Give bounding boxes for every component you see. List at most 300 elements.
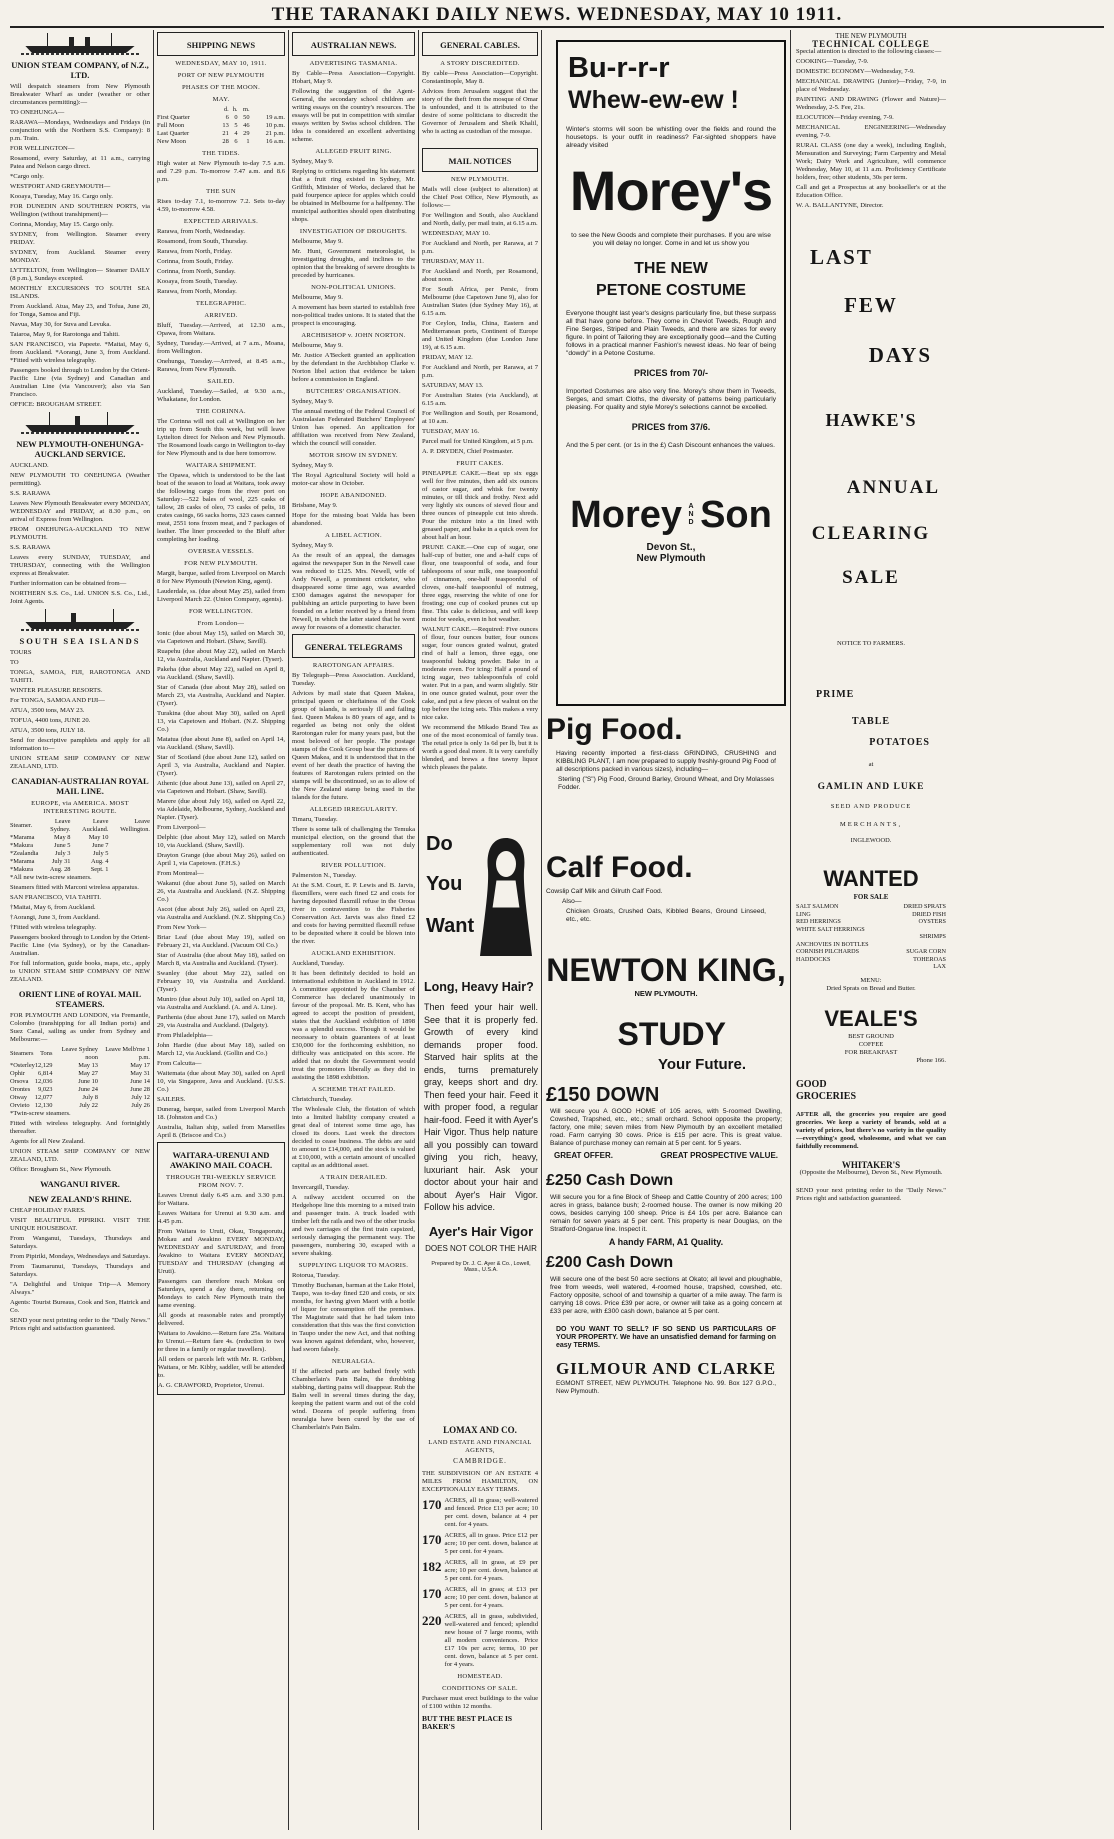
table-cell: Leave Melb'rne 1 p.m. bbox=[105, 1046, 150, 1061]
notice-line: OFFICE: BROUGHAM STREET. bbox=[10, 401, 102, 408]
lomax-conditions-text: Purchaser must erect buildings to the value of £100 within 12 months. bbox=[422, 1695, 538, 1710]
last-label: LAST bbox=[810, 245, 873, 269]
veales-heading: VEALE'S bbox=[824, 1005, 918, 1031]
table-cell: d. bbox=[223, 106, 229, 113]
mail-line: For Auckland and North, per Rosamond, about noon. bbox=[422, 268, 538, 283]
vessel-item: Swanley (due about May 22), sailed on February 10, via Australia and Auckland. (Tyser). bbox=[157, 970, 285, 993]
table-cell: h. bbox=[232, 106, 238, 113]
mail-line: Parcel mail for United Kingdom, at 5 p.m. bbox=[422, 438, 534, 445]
notice-line: SAN FRANCISCO, VIA TAHITI. bbox=[10, 894, 102, 901]
australian-news-sections bbox=[292, 60, 415, 632]
table-row bbox=[10, 1062, 150, 1070]
class-item: MECHANICAL ENGINEERING—Wednesday evening, 7-9. bbox=[796, 124, 946, 139]
table-cell: Orsova bbox=[10, 1078, 29, 1085]
table-cell: Aug. 28 bbox=[49, 866, 71, 873]
mail-line: WEDNESDAY, MAY 10. bbox=[422, 230, 491, 237]
vessel-item: Ionic (due about May 15), sailed on March 30, via Capetown and Hobart. (Shaw, Savill). bbox=[157, 630, 285, 645]
article-heading: A SCHEME THAT FAILED. bbox=[311, 1086, 396, 1093]
table-cell: June 24 bbox=[78, 1086, 98, 1093]
fish-item: WHITE SALT HERRINGS bbox=[796, 925, 865, 933]
fish-item: DRIED SPRATS bbox=[903, 903, 946, 910]
steamer-illustration bbox=[25, 412, 134, 434]
menu-label: MENU: bbox=[860, 976, 882, 984]
ayer-tagline: DOES NOT COLOR THE HAIR bbox=[425, 1243, 537, 1253]
recipe: PINEAPPLE CAKE.—Beat up six eggs well for five minutes, then add six ounces of castor sugar, and whisk for twenty minutes, or till thick and frothy. Next add very lightly six ounces of sieved flour and three ounces of pineapple cut into shreds. Pour the mixture into a tin lined with greased paper, and bake in a quick oven for about half an hour. bbox=[422, 470, 538, 541]
notice-line: UNION STEAM SHIP COMPANY OF NEW ZEALAND, LTD. bbox=[10, 1148, 150, 1163]
acreage-number: 170 bbox=[422, 1586, 442, 1601]
morey-costume-line1: THE NEW bbox=[634, 260, 708, 277]
notice-line: Agents: Tourist Bureaus, Cook and Son, Hatrick and Co. bbox=[10, 1299, 150, 1314]
lomax-intro: THE SUBDIVISION OF AN ESTATE 4 MILES FROM HAMILTON, ON EXCEPTIONALLY EASY TERMS. bbox=[422, 1470, 538, 1493]
article-dateline: Invercargill, Tuesday. bbox=[292, 1184, 350, 1191]
ayer-want: Want bbox=[426, 915, 475, 937]
mail-line: FRIDAY, MAY 12. bbox=[422, 354, 473, 361]
sun-heading: THE SUN bbox=[206, 188, 236, 195]
table-cell: *Zealandia bbox=[10, 850, 39, 857]
notice-line: SEND your next printing order to the "Daily News." Prices right and satisfaction guaranteed. bbox=[10, 1317, 150, 1332]
vessel-item: Marere (due about July 16), sailed on April 22, via Adelaide, Melbourne, Sydney, Auckland and Napier. (Tyser). bbox=[157, 798, 285, 821]
notice-line: Passengers booked through to London by the Orient-Pacific Line (via Sydney) and Canadian and Australian Line (via Vancouver); also via San Francisco. bbox=[10, 367, 150, 398]
sailed-heading: SAILED. bbox=[207, 378, 235, 385]
table-cell: Steamer. bbox=[10, 822, 33, 829]
listing-text: ACRES, all in grass; well-watered and fenced. Price £13 per acre; 10 per cent. down, balance at 4 per cent. for 4 years. bbox=[444, 1497, 538, 1528]
table-cell bbox=[108, 834, 150, 842]
orient-footer bbox=[10, 1110, 150, 1174]
notice-line: AUCKLAND. bbox=[10, 462, 49, 469]
notice-line: WINTER PLEASURE RESORTS. bbox=[10, 687, 103, 694]
moon-phases-table bbox=[157, 106, 285, 146]
vessel-item: John Hardie (due about May 18), sailed on March 12, via Auckland. (Gollin and Co.) bbox=[157, 1042, 285, 1057]
table-cell: Full Moon bbox=[157, 122, 185, 129]
tc-heading1: THE NEW PLYMOUTH bbox=[835, 32, 907, 40]
ayer-maker: Prepared by Dr. J. C. Ayer & Co., Lowell, Mass., U.S.A. bbox=[431, 1260, 531, 1273]
for-sale-label: FOR SALE bbox=[853, 893, 889, 901]
article-heading: ALLEGED FRUIT RING. bbox=[315, 148, 392, 155]
ayer-headline: Long, Heavy Hair? bbox=[424, 980, 534, 994]
corinna-heading: THE CORINNA. bbox=[196, 408, 246, 415]
class-item: ELOCUTION—Friday evening, 7-9. bbox=[796, 114, 894, 121]
fish-item: DRIED FISH bbox=[912, 910, 946, 918]
table-cell: Otway bbox=[10, 1094, 28, 1101]
mail-line: For Australian States (via Auckland), at 6.15 a.m. bbox=[422, 392, 538, 407]
pig-food-text: Having recently imported a first-class GRINDING, CRUSHING and KIBBLING PLANT, I am now prepared to supply freshly-ground Pig Food of all descriptions packed in various sizes), including— bbox=[556, 750, 776, 773]
article-heading: INVESTIGATION OF DROUGHTS. bbox=[299, 228, 408, 235]
arrivals-heading: EXPECTED ARRIVALS. bbox=[183, 218, 259, 225]
clearing-label: CLEARING bbox=[811, 523, 931, 544]
wanted-heading: WANTED bbox=[823, 866, 919, 891]
table-cell: 29 bbox=[243, 130, 250, 137]
notice-line: Agents for all New Zealand. bbox=[10, 1138, 85, 1145]
notice-line: "A Delightful and Unique Trip—A Memory Always." bbox=[10, 1281, 150, 1296]
column-shipping-ads bbox=[10, 30, 150, 1830]
article-dateline: Rotorua, Tuesday. bbox=[292, 1272, 340, 1279]
ssi-heading: SOUTH SEA ISLANDS bbox=[19, 636, 141, 646]
table-row bbox=[10, 850, 150, 858]
notice-line: NORTHERN S.S. Co., Ltd. UNION S.S. Co., Ltd., Joint Agents. bbox=[10, 590, 150, 605]
table-cell: July 5 bbox=[93, 850, 109, 857]
table-row bbox=[10, 1070, 150, 1078]
article-body: Mr. Hunt, Government meteorologist, is investigating droughts, and inclines to the opinion that the breaking of severe droughts is preceded by hurricanes. bbox=[292, 248, 415, 279]
offer2-heading: £250 Cash Down bbox=[546, 1172, 674, 1189]
table-row bbox=[10, 1078, 150, 1086]
gilmour-clarke-address: EGMONT STREET, NEW PLYMOUTH. Telephone No. 99. Box 127 G.P.O., New Plymouth. bbox=[556, 1380, 776, 1395]
mail-coach-heading: WAITARA-URENUI AND AWAKINO MAIL COACH. bbox=[169, 1150, 273, 1170]
canadian-subheading: EUROPE, via AMERICA. MOST INTERESTING ROUTE. bbox=[31, 800, 129, 815]
wellington-subheading: From London— bbox=[197, 620, 245, 627]
morey-son: Son bbox=[700, 494, 772, 536]
mail-line: For Auckland and North, per Rarawa, at 7 p.m. bbox=[422, 240, 538, 255]
future-heading: Your Future. bbox=[657, 1056, 746, 1073]
at-label: at bbox=[868, 761, 874, 768]
arrival-item: Kooaya, from South, Tuesday. bbox=[157, 278, 238, 285]
mail-notices-list bbox=[422, 186, 538, 456]
offer2-text: Will secure you for a fine Block of Sheep and Cattle Country of 200 acres; 100 acres in grass, balance bush; 2-roomed house. The owner is now milking 20 cows, besides carrying 100 sheep. Price is £4 10s per acre. Balance can remain for seven years at 5 per cent. This property is near Douglas, on the Stratford-Ongarue line. Inspect it. bbox=[550, 1194, 782, 1233]
for-sale-right-list bbox=[904, 903, 946, 971]
sailed-item: Auckland, Tuesday.—Sailed, at 9.30 a.m., Whakatane, for London. bbox=[157, 388, 285, 403]
recipe: PRUNE CAKE.—One cup of sugar, one half-cup of butter, one and a-half cups of flour, one teaspoonful of soda, and four tablespoons of sour milk, one teaspoonful of cinnamon, one-half teaspoonful of cloves, one-half teaspoonful of nutmeg, three eggs, reserving the white of one for frosting; one cup of cooked prunes cut up fine. This cake is delicious, and will keep moist for weeks, even in hot weather. bbox=[422, 544, 538, 623]
mail-line: TUESDAY, MAY 16. bbox=[422, 428, 480, 435]
morey-price2: PRICES from 37/6. bbox=[631, 422, 711, 432]
fish-item: LAX bbox=[933, 963, 946, 970]
table-cell: 6 bbox=[225, 114, 229, 121]
table-cell: May 17 bbox=[130, 1062, 150, 1069]
table-cell: Leave Wellington. bbox=[120, 818, 150, 833]
article-dateline: Christchurch, Tuesday. bbox=[292, 1096, 353, 1103]
table-cell: May 8 bbox=[53, 834, 71, 841]
morey-imported: Imported Costumes are also very fine. Morey's show them in Tweeds, Serges, and smart Cloths, the diversity of patterns being particularly pleasing. For quality and style Morey's selections cannot be excelled. bbox=[566, 388, 776, 411]
overseas-subheading: FOR NEW PLYMOUTH. bbox=[184, 560, 258, 567]
mail-line: THURSDAY, MAY 11. bbox=[422, 258, 484, 265]
morey-name: Morey's bbox=[569, 159, 773, 222]
arrived-item: Bluff, Tuesday.—Arrived, at 12.30 a.m., Opawa, from Waitara. bbox=[157, 322, 285, 337]
table-cell: Ophir bbox=[10, 1070, 25, 1077]
usco-notice bbox=[10, 83, 150, 409]
column-right-ads bbox=[796, 30, 946, 1830]
notice-line: Steamers fitted with Marconi wireless apparatus. bbox=[10, 884, 139, 891]
pig-food-list: Sterling ("S") Pig Food, Ground Barley, Ground Wheat, and Dry Molasses Fodder. bbox=[558, 776, 774, 791]
mail-line: For Wellington and South, per Rosamond, at 10 a.m. bbox=[422, 410, 538, 425]
mail-line: For Auckland and North, per Rarawa, at 7 p.m. bbox=[422, 364, 538, 379]
mail-notices-subheading: NEW PLYMOUTH. bbox=[450, 176, 510, 183]
notice-line: From Taumarunui, Tuesdays, Thursdays and Saturdays. bbox=[10, 1263, 150, 1278]
lomax-conditions: CONDITIONS OF SALE. bbox=[442, 1685, 518, 1692]
article-body: There is some talk of challenging the Temuka municipal election, on the ground that the supplementary roll was not duly authenticated. bbox=[292, 826, 415, 857]
canadian-notice bbox=[10, 874, 150, 984]
table-cell: Leave Sydney. bbox=[50, 818, 71, 833]
prime-label: PRIME bbox=[816, 689, 855, 700]
table-cell: Tons bbox=[40, 1050, 53, 1057]
arrived-heading: ARRIVED. bbox=[204, 312, 238, 319]
column-rule bbox=[153, 30, 154, 1830]
fruit-cakes-heading: FRUIT CAKES. bbox=[456, 460, 504, 467]
table-row bbox=[10, 866, 150, 874]
article-body: A movement has been started to establish free non-political trades unions. It is stated that the prospect is encouraging. bbox=[292, 304, 415, 327]
notice-line: Will despatch steamers from New Plymouth Breakwater Wharf as under (weather or other circumstances permitting):— bbox=[10, 83, 150, 106]
acreage-number: 170 bbox=[422, 1532, 442, 1547]
table-cell bbox=[108, 866, 150, 874]
article-heading: BUTCHERS' ORGANISATION. bbox=[306, 388, 401, 395]
fish-item: OYSTERS bbox=[918, 918, 946, 925]
good-label: GOOD bbox=[796, 1078, 827, 1090]
telegraphic-heading: TELEGRAPHIC. bbox=[195, 300, 247, 307]
ayer-brand: Ayer's Hair Vigor bbox=[428, 1223, 534, 1239]
article-heading: A TRAIN DERAILED. bbox=[319, 1174, 388, 1181]
table-cell: June 14 bbox=[130, 1078, 150, 1085]
sale-label: SALE bbox=[842, 567, 900, 588]
morey-and: AND bbox=[688, 503, 694, 526]
veale-phone: Phone 166. bbox=[916, 1056, 946, 1064]
table-cell: May 10 bbox=[88, 834, 109, 841]
notice-line: Taiaroa, May 9, for Rarotonga and Tahiti. bbox=[10, 331, 120, 338]
column-australian-news bbox=[292, 30, 415, 1830]
whitakers-address: (Opposite the Melbourne), Devon St., New Plymouth. bbox=[799, 1168, 943, 1176]
notice-line: Passengers booked through to London by the Orient-Pacific Line (via Sydney), or by the Canadian-Australian. bbox=[10, 934, 150, 957]
vessel-item: Athenic (due about June 13), sailed on April 27, via Capetown and Hobart. (Shaw, Savill). bbox=[157, 780, 285, 795]
notice-line: Kooaya, Tuesday, May 16. Cargo only. bbox=[10, 193, 113, 200]
article-dateline: Sydney, May 9. bbox=[292, 462, 334, 469]
article-dateline: Palmerston N., Tuesday. bbox=[292, 872, 357, 879]
wanganui-subheading: NEW ZEALAND'S RHINE. bbox=[28, 1194, 132, 1204]
vessel-item: Briar Leaf (due about May 19), sailed on February 21, via Auckland. (Vacuum Oil Co.) bbox=[157, 934, 285, 949]
masthead: THE TARANAKI DAILY NEWS. WEDNESDAY, MAY 10 1911. bbox=[10, 4, 1104, 28]
article-heading: HOPE ABANDONED. bbox=[320, 492, 387, 499]
land-listing bbox=[422, 1559, 538, 1583]
gamlin-name: GAMLIN AND LUKE bbox=[817, 782, 925, 792]
usco-heading: UNION STEAM COMPANY, of N.Z., LTD. bbox=[11, 60, 149, 80]
few-label: FEW bbox=[844, 293, 898, 317]
table-cell: *Marama bbox=[10, 858, 35, 865]
vessel-item: Turakina (due about May 30), sailed on April 13, via Capetown and Hobart. (N.Z. Shipping Co.) bbox=[157, 710, 285, 733]
table-cell: 28 bbox=[222, 138, 229, 145]
vessel-item: Ruapehu (due about May 22), sailed on March 12, via Australia, Auckland and Napier. (Tyser). bbox=[157, 648, 285, 663]
notice-line: †Fitted with wireless telegraphy. bbox=[10, 924, 97, 931]
story-text: Advices from Jerusalem suggest that the story of the theft from the mosque of Omar is unfounded, and it is attributed to the desire of some politicians to discredit the Governor of Jerusalem and Sheik Khalil, who is acting as custodian of the mosque. bbox=[422, 88, 538, 135]
morey-see: to see the New Goods and complete their purchases. If you are wise you will delay no longer. Come in and let us show you bbox=[571, 232, 771, 247]
mail-coach-line: From Waitara to Uruti, Okau, Tongaporutu, Mokau and Awakino EVERY MONDAY, WEDNESDAY and SATURDAY, and from Awakino to Waitara EVERY MONDAY, TUESDAY and THURSDAY (changing at Uruti). bbox=[158, 1228, 284, 1275]
arrivals-list bbox=[157, 228, 285, 296]
australian-news-title: AUSTRALIAN NEWS. bbox=[310, 40, 397, 50]
vessel-item: Ascot (due about July 26), sailed on April 23, via Australia and Auckland. (N.Z. Shipping Co.) bbox=[157, 906, 285, 921]
fish-item bbox=[796, 933, 869, 941]
pig-food-heading: Pig Food. bbox=[546, 713, 683, 746]
great-offer-label: GREAT OFFER. bbox=[554, 1151, 613, 1160]
mail-coach-text bbox=[158, 1192, 284, 1390]
notice-line: †Aorangi, June 3, from Auckland. bbox=[10, 914, 100, 921]
shipping-news-title: SHIPPING NEWS bbox=[186, 40, 256, 50]
ayers-hair-vigor-ad bbox=[424, 828, 538, 1410]
newton-king-name: NEWTON KING, bbox=[546, 952, 786, 988]
table-cell: May 13 bbox=[78, 1062, 98, 1069]
vessel-item: From Liverpool— bbox=[157, 824, 206, 831]
canadian-heading: CANADIAN-AUSTRALIAN ROYAL MAIL LINE. bbox=[11, 776, 149, 796]
vessel-item: Muniro (due about July 10), sailed on April 18, via Australia and Auckland. (A. and A. Line). bbox=[157, 996, 285, 1011]
moon-month: MAY. bbox=[212, 96, 230, 103]
lomax-footer: BUT THE BEST PLACE IS BAKER'S bbox=[422, 1714, 513, 1731]
overseas-heading: OVERSEA VESSELS. bbox=[188, 548, 254, 555]
vessel-item: Drayton Grange (due about May 26), sailed on April 1, via Capetown. (F.H.S.) bbox=[157, 852, 285, 867]
mail-line: Mails will close (subject to alteration) at the Chief Post Office, New Plymouth, as follows:— bbox=[422, 186, 538, 209]
notice-line: TOFUA, 4400 tons, JUNE 20. bbox=[10, 717, 91, 724]
vessel-item: From New York— bbox=[157, 924, 207, 931]
notice-line: S.S. RARAWA bbox=[10, 544, 51, 551]
table-cell: 10 p.m. bbox=[265, 122, 285, 129]
table-cell: 12,077 bbox=[34, 1094, 53, 1101]
morey-discount: And the 5 per cent. (or 1s in the £) Cash Discount enhances the values. bbox=[566, 442, 775, 449]
fish-item: HADDOCKS bbox=[796, 955, 831, 963]
general-telegrams-title: GENERAL TELEGRAMS bbox=[304, 642, 403, 652]
arrival-item: Rarawa, from North, Wednesday. bbox=[157, 228, 245, 235]
table-cell: 19 a.m. bbox=[266, 114, 285, 121]
lomax-heading: LOMAX AND CO. bbox=[443, 1425, 517, 1435]
tc-intro: Special attention is directed to the following classes:— bbox=[796, 48, 942, 55]
table-cell: *Marama bbox=[10, 834, 35, 841]
notice-line: From Auckland. Atua, May 23, and Tofua, June 20, for Tonga, Samoa and Fiji. bbox=[10, 303, 150, 318]
article-body: Replying to criticisms regarding his statement that a fruit ring existed in Sydney, Mr. Griffith, Minister of Works, declared that he paid fourpence apiece for apples which could be obtained in Melbourne for a halfpenny. The municipal authorities should open distributing shops. bbox=[292, 168, 415, 223]
article-heading: RIVER POLLUTION. bbox=[321, 862, 386, 869]
acreage-number: 220 bbox=[422, 1613, 442, 1628]
wellington-list bbox=[157, 630, 285, 1140]
class-item: DOMESTIC ECONOMY—Wednesday, 7-9. bbox=[796, 68, 915, 75]
table-row bbox=[10, 858, 150, 866]
article-body: Advices by mail state that Queen Makea, principal queen or chieftainess of the Cook group of islands, is seriously ill and failing fast. Queen Makea is 80 years of age, and is regarded as being not only the oldest Rarotongan ruler for many years past, but the most beloved of her people. The postage stamps of the Cook Group bear the pictures of Queen Makea, and it is understood that in the event of her death the practice of having the features of Rarotongan rulers printed on the stamps will be discontinued, so as to allow of the New Zealand stamp being used in the islands for the future. bbox=[292, 690, 415, 801]
notice-line: ATUA, 3500 tons, MAY 23. bbox=[10, 707, 85, 714]
calf-food-heading: Calf Food. bbox=[546, 851, 693, 884]
table-cell: Steamers bbox=[10, 1050, 34, 1057]
gilmour-clarke-name: GILMOUR AND CLARKE bbox=[555, 1359, 777, 1378]
study-heading: STUDY bbox=[617, 1016, 726, 1052]
table-cell: July 3 bbox=[55, 850, 71, 857]
recipe: WALNUT CAKE.—Required: Five ounces of flour, four ounces butter, four ounces sugar, four ounces grated walnut, grated rind of half a lemon, three eggs, one teaspoonful baking powder. Bake in a moderate oven. For icing: Half a pound of icing sugar, two tablespoonfuls of cold water. Put in a pan, and warm slightly. Stir in one ounce grated walnut, pour over the cake, and put a few pieces of walnut on the top before the icing sets. This makes a very nice cake. bbox=[422, 626, 538, 721]
mail-coach-line: Leaves Waitara for Urenui at 9.30 a.m. and 4.45 p.m. bbox=[158, 1210, 284, 1225]
overseas-list bbox=[157, 570, 285, 604]
article-body: Following the suggestion of the Agent-General, the secondary school children are writing essays on the country's resources. The essays will be put in competition with similar essays written by Swiss school children. The idea is considered an excellent advertising scheme. bbox=[292, 88, 415, 143]
table-cell: 0 bbox=[234, 114, 238, 121]
groceries-text: AFTER all, the groceries you require are good groceries. We keep a variety of brands, sold at a variety of prices, but there's no variety in the quality—everything's good, wholesome, and what we can faithfully recommend. bbox=[796, 1110, 946, 1150]
notice-line: FOR PLYMOUTH AND LONDON, via Fremantle, Colombo (transhipping for all Indian ports) and Suez Canal, sailing as under from Sydney and Melbourne:— bbox=[10, 1012, 150, 1043]
table-cell: May 31 bbox=[130, 1070, 150, 1077]
ayer-do: Do bbox=[426, 833, 453, 855]
table-cell: May 27 bbox=[78, 1070, 98, 1077]
coffee-line3: FOR BREAKFAST bbox=[844, 1048, 898, 1056]
table-cell: July 31 bbox=[51, 858, 71, 865]
land-listing bbox=[422, 1497, 538, 1529]
annual-label: ANNUAL bbox=[846, 477, 940, 498]
article-heading: RAROTONGAN AFFAIRS. bbox=[312, 662, 395, 669]
overseas-item: Margit, barque, sailed from Liverpool on March 8 for New Plymouth (Newton King, agent). bbox=[157, 570, 285, 585]
mail-coach-line: Waitara to Awakino.—Return fare 25s. Waitara to Urenui.—Return fare 4s. (reduction to two or three in a family or regular travellers). bbox=[158, 1330, 284, 1353]
notice-line: FROM ONEHUNGA-AUCKLAND TO NEW PLYMOUTH. bbox=[10, 526, 150, 541]
acreage-number: 182 bbox=[422, 1559, 442, 1574]
notice-line: LYTTELTON, from Wellington— Steamer DAILY (8 p.m.), Sundays excepted. bbox=[10, 267, 150, 282]
table-cell: 9,023 bbox=[38, 1086, 53, 1093]
article-dateline: Sydney, May 9. bbox=[292, 398, 334, 405]
notice-line: *Cargo only. bbox=[10, 173, 44, 180]
moreys-ad bbox=[556, 40, 786, 706]
table-cell: *Makura bbox=[10, 866, 34, 873]
steamer-illustration bbox=[25, 609, 134, 631]
tides-text: High water at New Plymouth to-day 7.5 a.m. and 7.29 p.m. To-morrow 7.47 a.m. and 8.6 p.m. bbox=[157, 160, 285, 183]
notice-line: UNION STEAM SHIP COMPANY OF NEW ZEALAND, LTD. bbox=[10, 755, 150, 770]
article-body: It has been definitely decided to hold an international exhibition in Auckland in 1912. A committee appointed by the Chamber of Commerce has declared unanimously in favour of the proposal. Mr. B. Kent, who has agreed to accept the position of president, states that the Auckland exhibition of 1898 was a splendid success. Though it would be necessary to obtain guarantees of at least £30,000 for the forthcoming exhibition, no difficulty was anticipated on this score. He added that no doubt the Government would treat the promoters liberally as they did in assisting the 1898 exhibition. bbox=[292, 970, 415, 1081]
story-heading: A STORY DISCREDITED. bbox=[440, 60, 520, 67]
table-cell: June 28 bbox=[130, 1086, 150, 1093]
article-dateline: By Cable—Press Association—Copyright. Hobart, May 9. bbox=[292, 70, 415, 85]
listing-text: ACRES, all in grass; at £13 per acre; 10 per cent. down, balance at 5 per cent. for 4 years. bbox=[444, 1586, 538, 1609]
tides-heading: THE TIDES. bbox=[202, 150, 240, 157]
table-cell: New Moon bbox=[157, 138, 186, 145]
notice-line: For full information, guide books, maps, etc., apply to UNION STEAM SHIP COMPANY OF NEW ZEALAND. bbox=[10, 960, 150, 983]
article-body: At the S.M. Court, E. P. Lewis and B. Jarvis, flaxmillers, were each fined £2 and costs for having deposited flaxmill refuse in the Oroua river in contravention to the Fisheries Conservation Act. Jarvis was also fined £2 and costs for having permitted flaxmill refuse to be deposited where it could be blown into the river. bbox=[292, 882, 415, 945]
listing-text: ACRES, all in grass, subdivided, well-watered and fenced; splendid new house of 7 large rooms, with all modern conveniences. Price £17 10s per acre; terms, 10 per cent. down, balance at 5 per cent. for 4 years. bbox=[444, 1613, 538, 1668]
newton-king-town: NEW PLYMOUTH. bbox=[634, 989, 698, 998]
fish-item: RED HERRINGS bbox=[796, 918, 841, 925]
vessel-item: From Montreal— bbox=[157, 870, 204, 877]
class-item: RURAL CLASS (one day a week), including English, Mensuration and Surveying; Farm Carpentry and Metal Work; Dairy Work and Agriculture, will commence Wednesday, May 10, at 11 a.m. Proficiency Certificate holders, free; other students, 30s per term. bbox=[796, 142, 946, 181]
arrival-item: Rarawa, from North, Monday. bbox=[157, 288, 237, 295]
orient-heading: ORIENT LINE of ROYAL MAIL STEAMERS. bbox=[18, 989, 142, 1009]
vessel-item: Dunerag, barque, sailed from Liverpool March 18. (Johnston and Co.) bbox=[157, 1106, 285, 1121]
table-row bbox=[10, 842, 150, 850]
table-row bbox=[157, 130, 285, 138]
vessel-item: Star of Australia (due about May 18), sailed on March 8, via Australia and Auckland. (Tyser). bbox=[157, 952, 285, 967]
wanganui-notice bbox=[10, 1207, 150, 1333]
coffee-line2: COFFEE bbox=[858, 1040, 884, 1048]
canadian-sailings-table bbox=[10, 818, 150, 874]
vessel-item: Wakanui (due about June 5), sailed on March 26, via Australia and Auckland. (N.Z. Shipping Co.) bbox=[157, 880, 285, 903]
overseas-item: Lauderdale, ss. (due about May 25), sailed from Liverpool March 22. (Union Company, agents). bbox=[157, 588, 285, 603]
table-header-row bbox=[10, 818, 150, 834]
story-dateline: By cable—Press Association—Copyright. Constantinople, May 8. bbox=[422, 70, 538, 85]
wellington-heading: FOR WELLINGTON. bbox=[189, 608, 253, 615]
column-rule bbox=[790, 30, 791, 1830]
general-cables-title: GENERAL CABLES. bbox=[440, 40, 520, 50]
vessel-item: From Calcutta— bbox=[157, 1060, 202, 1067]
notice-farmers: NOTICE TO FARMERS. bbox=[837, 640, 905, 647]
groceries-label: GROCERIES bbox=[796, 1090, 857, 1102]
calf-food-text: Cowslip Calf Milk and Gilruth Calf Food. bbox=[546, 888, 663, 895]
table-cell: June 7 bbox=[91, 842, 109, 849]
table-cell: 16 a.m. bbox=[266, 138, 285, 145]
notice-line: TONGA, SAMOA, FIJI, RAROTONGA AND TAHITI. bbox=[10, 669, 150, 684]
morey-firm: Morey bbox=[570, 494, 683, 536]
table-row bbox=[157, 114, 285, 122]
arrival-item: Corinna, from North, Sunday. bbox=[157, 268, 236, 275]
mail-coach-line: Leaves Urenui daily 6.45 a.m. and 3.30 p.m. for Waitara. bbox=[158, 1192, 284, 1207]
article-dateline: Melbourne, May 9. bbox=[292, 294, 343, 301]
article-body: As the result of an appeal, the damages against the newspaper Sun in the Newell case was reduced to £125. Mrs. Newell, wife of Andy Newell, a prominent cricketer, who disappeared some time ago, was awarded £300 damages against the newspaper for publishing an article purporting to have been founded on a letter received by a friend from Newell, in which the latter stated that he went away for reasons of a domestic character. bbox=[292, 552, 415, 631]
notice-line: WESTPORT AND GREYMOUTH— bbox=[10, 183, 111, 190]
coffee-line1: BEST GROUND bbox=[848, 1032, 894, 1040]
vessel-item: SAILERS. bbox=[157, 1096, 186, 1103]
article-body: Mr. Justice A'Beckett granted an application by the defendant in the Archbishop Clarke v. Norton libel action that evidence be taken before a commission in England. bbox=[292, 352, 415, 383]
shipping-date: WEDNESDAY, MAY 10, 1911. bbox=[175, 60, 267, 67]
table-cell: July 26 bbox=[131, 1102, 150, 1109]
article-dateline: Brisbane, May 9. bbox=[292, 502, 338, 509]
class-item: COOKING—Tuesday, 7-9. bbox=[796, 58, 869, 65]
mail-coach-subheading: THROUGH TRI-WEEKLY SERVICE FROM NOV. 7. bbox=[166, 1174, 276, 1189]
table-cell bbox=[157, 106, 217, 114]
article-body: The Wholesale Club, the flotation of which into a limited liability company created a great deal of interest some time ago, has closed its doors. Last week the directors decided to cease business. The debts are said to amount to £14,000, and the stock is valued at £10,000, with a certain amount of uncalled capital as an additional asset. bbox=[292, 1106, 415, 1169]
morey-address2: New Plymouth bbox=[636, 553, 706, 564]
table-cell: July 8 bbox=[82, 1094, 98, 1101]
table-cell: 50 bbox=[243, 114, 250, 121]
fish-item: SHRIMPS bbox=[919, 933, 946, 940]
ssi-notice bbox=[10, 649, 150, 771]
table-cell: Orontes bbox=[10, 1086, 31, 1093]
morey-address1: Devon St., bbox=[646, 542, 696, 553]
arrived-item: Onehunga, Tuesday.—Arrived, at 8.45 a.m., Rarawa, from New Plymouth. bbox=[157, 358, 285, 373]
table-cell: 12,036 bbox=[34, 1078, 53, 1085]
